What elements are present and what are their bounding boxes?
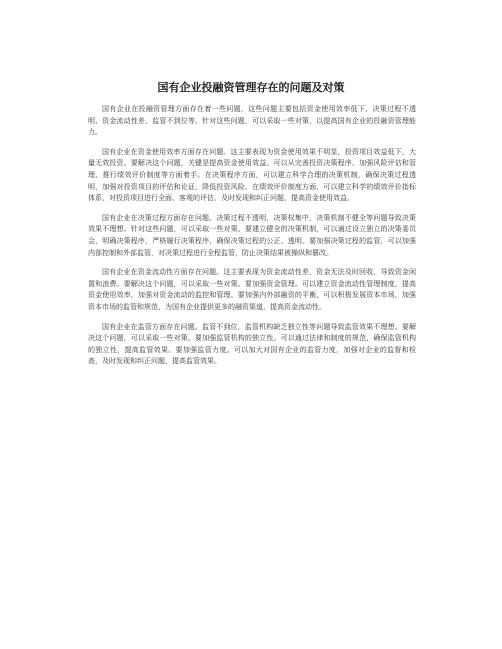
paragraph-supervision: 国有企业在监管方面存在问题。监管不到位，监管机构缺乏独立性等问题导致监管效果不理想。要解决这个问题，可以采取一些对策。要加强监管机构的独立性。可以通过法律和制度的规范，确保监管机构的独立性，提高监管效果。要加强监管力度。可以加大对国有企业的监管力度，加强对企业的监督和检查，及时发现和纠正问题，提高监管效果。 [88, 322, 416, 366]
document-title: 国有企业投融资管理存在的问题及对策 [157, 81, 345, 94]
paragraph-liquidity: 国有企业在资金流动性方面存在问题。这主要表现为资金流动性差，资金无法及时回收，导致资金闲置和浪费。要解决这个问题，可以采取一些对策。要加强资金管理。可以建立资金流动性管理制度，提高资金使用效率，加强对资金流动的监控和管理。要加强内外部融资的平衡，可以积极发展资本市场，加强资本市场的监管和规范，为国有企业提供更多的融资渠道，提高资金流动性。 [88, 268, 416, 311]
document-body [88, 104, 416, 376]
paragraph-decision-process: 国有企业在决策过程方面存在问题。决策过程不透明，决策权集中，决策机制不健全等问题导致决策效果不理想。针对这些问题，可以采取一些对策。要建立健全的决策机制，可以通过设立独立的决策委员会，明确决策程序，严格履行决策程序，确保决策过程的公正、透明。要加强决策过程的监管，可以加强内部控制和外部监管，对决策过程进行全程监管，防止决策结果被操纵和篡改。 [88, 213, 416, 257]
paragraph-intro: 国有企业在投融资管理方面存在着一些问题，这些问题主要包括资金使用效率低下、决策过程不透明、资金流动性差、监管不到位等。针对这些问题，可以采取一些对策，以提高国有企业的投融资管理能力。 [88, 105, 416, 137]
paragraph-capital-efficiency: 国有企业在资金使用效率方面存在问题。这主要表现为资金使用效果不明显，投资项目效益低下，大量无效投资。要解决这个问题，关键是提高资金使用效益。可以从完善投资决策程序、加强风险评估和管理、推行绩效评价制度等方面着手。在决策程序方面，可以建立科学合理的决策机制，确保决策过程透明，加强对投资项目的评估和论证，降低投资风险。在绩效评价制度方面，可以建立科学的绩效评价指标体系，对投资项目进行全面、客观的评估，及时发现和纠正问题，提高资金使用效益。 [88, 147, 416, 203]
